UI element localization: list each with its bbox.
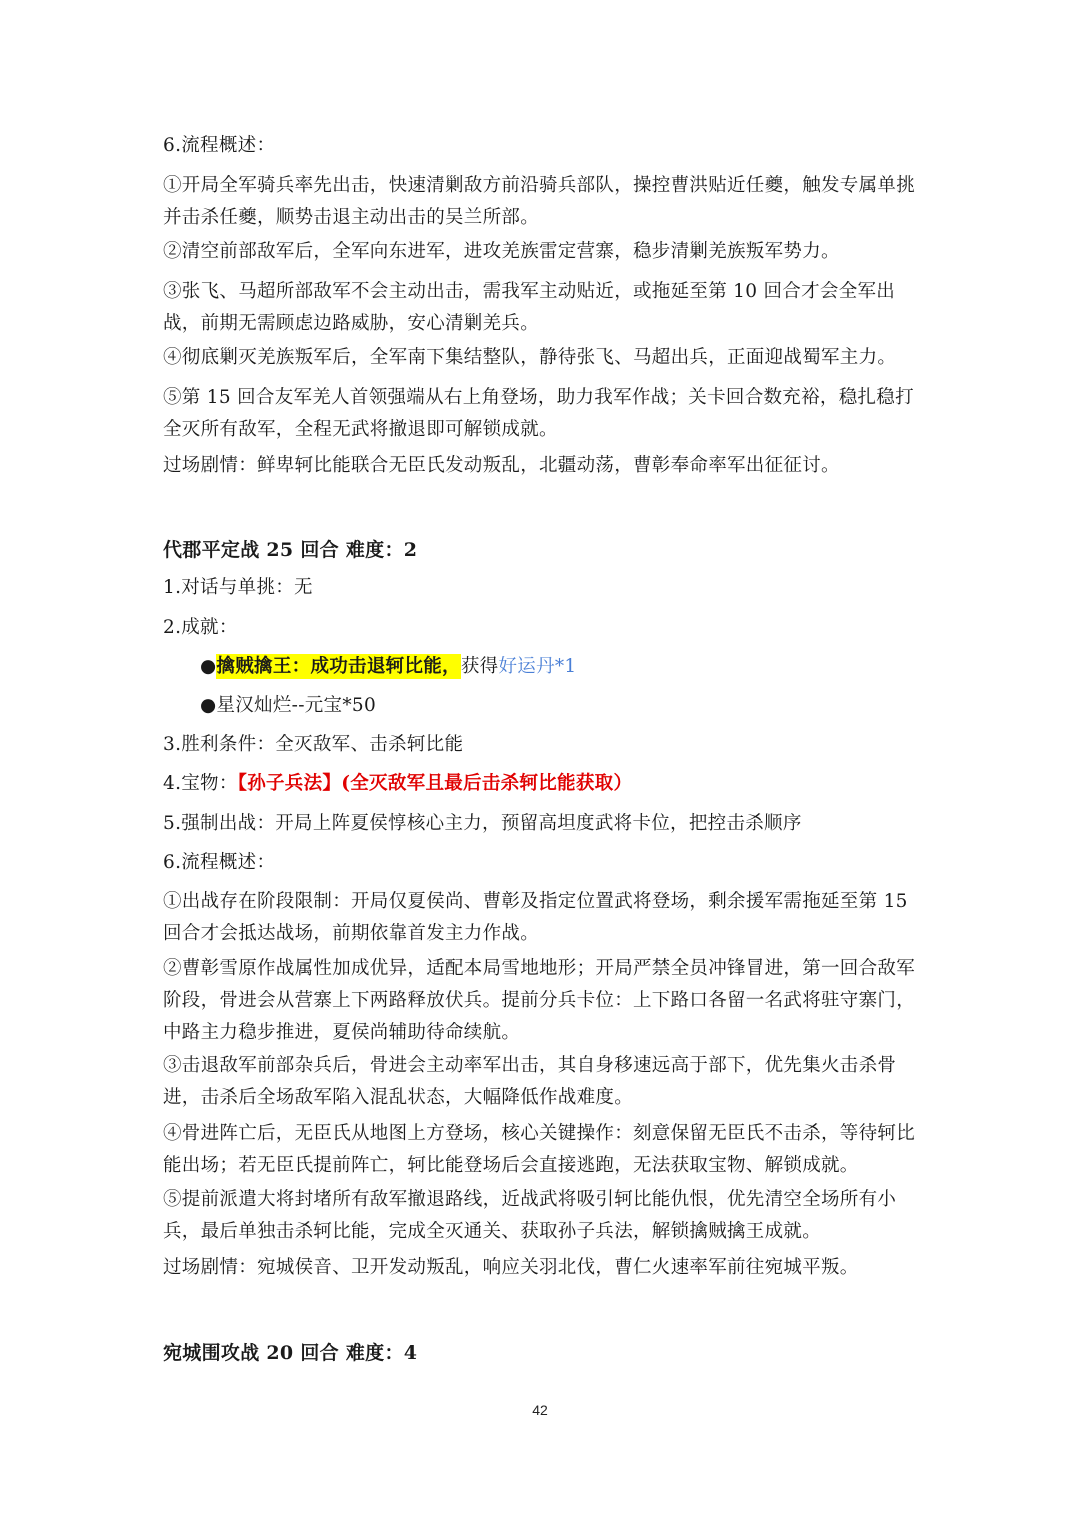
treasure-value: 【孙子兵法】(全灭敌军且最后击杀轲比能获取） xyxy=(237,773,633,794)
cutscene-text-2: 过场剧情：宛城侯音、卫开发动叛乱，响应关羽北伐，曹仁火速率军前往宛城平叛。 xyxy=(163,1257,859,1278)
stage-title-wancheng: 宛城围攻战 20 回合 难度：4 xyxy=(163,1342,418,1364)
flow-step-2-3: ③击退敌军前部杂兵后，骨进会主动率军出击，其自身移速远高于部下，优先集火击杀骨进，击杀后全场敌军陷入混乱状态，大幅降低作战难度。 xyxy=(163,1055,897,1108)
flow-step-5: ⑤第 15 回合友军羌人首领强端从右上角登场，助力我军作战；关卡回合数充裕，稳扎稳打全灭所有敌军，全程无武将撤退即可解锁成就。 xyxy=(163,387,914,440)
flow-step-2-1: ①出战存在阶段限制：开局仅夏侯尚、曹彰及指定位置武将登场，剩余援军需拖延至第 15 回合才会抵达战场，前期依靠首发主力作战。 xyxy=(163,891,908,944)
flow-step-4: ④彻底剿灭羌族叛军后，全军南下集结整队，静待张飞、马超出兵，正面迎战蜀军主力。 xyxy=(163,347,897,368)
forced-deployment: 5.强制出战：开局上阵夏侯惇核心主力，预留高坦度武将卡位，把控击杀顺序 xyxy=(163,813,802,834)
achievement-reward-prefix: 获得 xyxy=(460,656,499,677)
achievement-highlight: 擒贼擒王：成功击退轲比能， xyxy=(216,656,461,677)
flow-step-2-2: ②曹彰雪原作战属性加成优异，适配本局雪地地形；开局严禁全员冲锋冒进，第一回合敌军阶段，骨进会从营寨上下两路释放伏兵。提前分兵卡位：上下路口各留一名武将驻守寨门，中路主力稳步推进，夏侯尚辅助待命续航。 xyxy=(163,958,916,1043)
achievement-item-2: ●星汉灿烂--元宝*50 xyxy=(200,695,377,716)
achievement-item-1 xyxy=(200,651,960,683)
flow-step-1: ①开局全军骑兵率先出击，快速清剿敌方前沿骑兵部队，操控曹洪贴近任夔，触发专属单挑并击杀任夔，顺势击退主动出击的吴兰所部。 xyxy=(163,175,916,228)
cutscene-text: 过场剧情：鲜卑轲比能联合无臣氏发动叛乱，北疆动荡，曹彰奉命率军出征征讨。 xyxy=(163,455,840,476)
flow-step-2-4: ④骨进阵亡后，无臣氏从地图上方登场，核心关键操作：刻意保留无臣氏不击杀，等待轲比能出场；若无臣氏提前阵亡，轲比能登场后会直接逃跑，无法获取宝物、解锁成就。 xyxy=(163,1123,916,1176)
victory-condition: 3.胜利条件：全灭敌军、击杀轲比能 xyxy=(163,734,464,755)
flow-step-2: ②清空前部敌军后，全军向东进军，进攻羌族雷定营寨，稳步清剿羌族叛军势力。 xyxy=(163,241,840,262)
bullet-icon: ● xyxy=(200,656,217,677)
flow-step-3: ③张飞、马超所部敌军不会主动出击，需我军主动贴近，或拖延至第 10 回合才会全军出战，前期无需顾虑边路威胁，安心清剿羌兵。 xyxy=(163,281,896,334)
treasure-line xyxy=(163,768,923,800)
treasure-label: 4.宝物： xyxy=(163,773,238,794)
flow-overview-heading-2: 6.流程概述： xyxy=(163,852,276,873)
dialog-duel-line: 1.对话与单挑：无 xyxy=(163,577,313,598)
flow-step-2-5: ⑤提前派遣大将封堵所有敌军撤退路线，近战武将吸引轲比能仇恨，优先清空全场所有小兵，最后单独击杀轲比能，完成全灭通关、获取孙子兵法，解锁擒贼擒王成就。 xyxy=(163,1189,897,1242)
achievement-reward-link[interactable]: 好运丹*1 xyxy=(498,656,577,677)
page-number: 42 xyxy=(532,1402,548,1418)
stage-title-daijun: 代郡平定战 25 回合 难度：2 xyxy=(163,539,418,561)
achievements-heading: 2.成就： xyxy=(163,617,238,638)
flow-overview-heading: 6.流程概述： xyxy=(163,135,276,156)
